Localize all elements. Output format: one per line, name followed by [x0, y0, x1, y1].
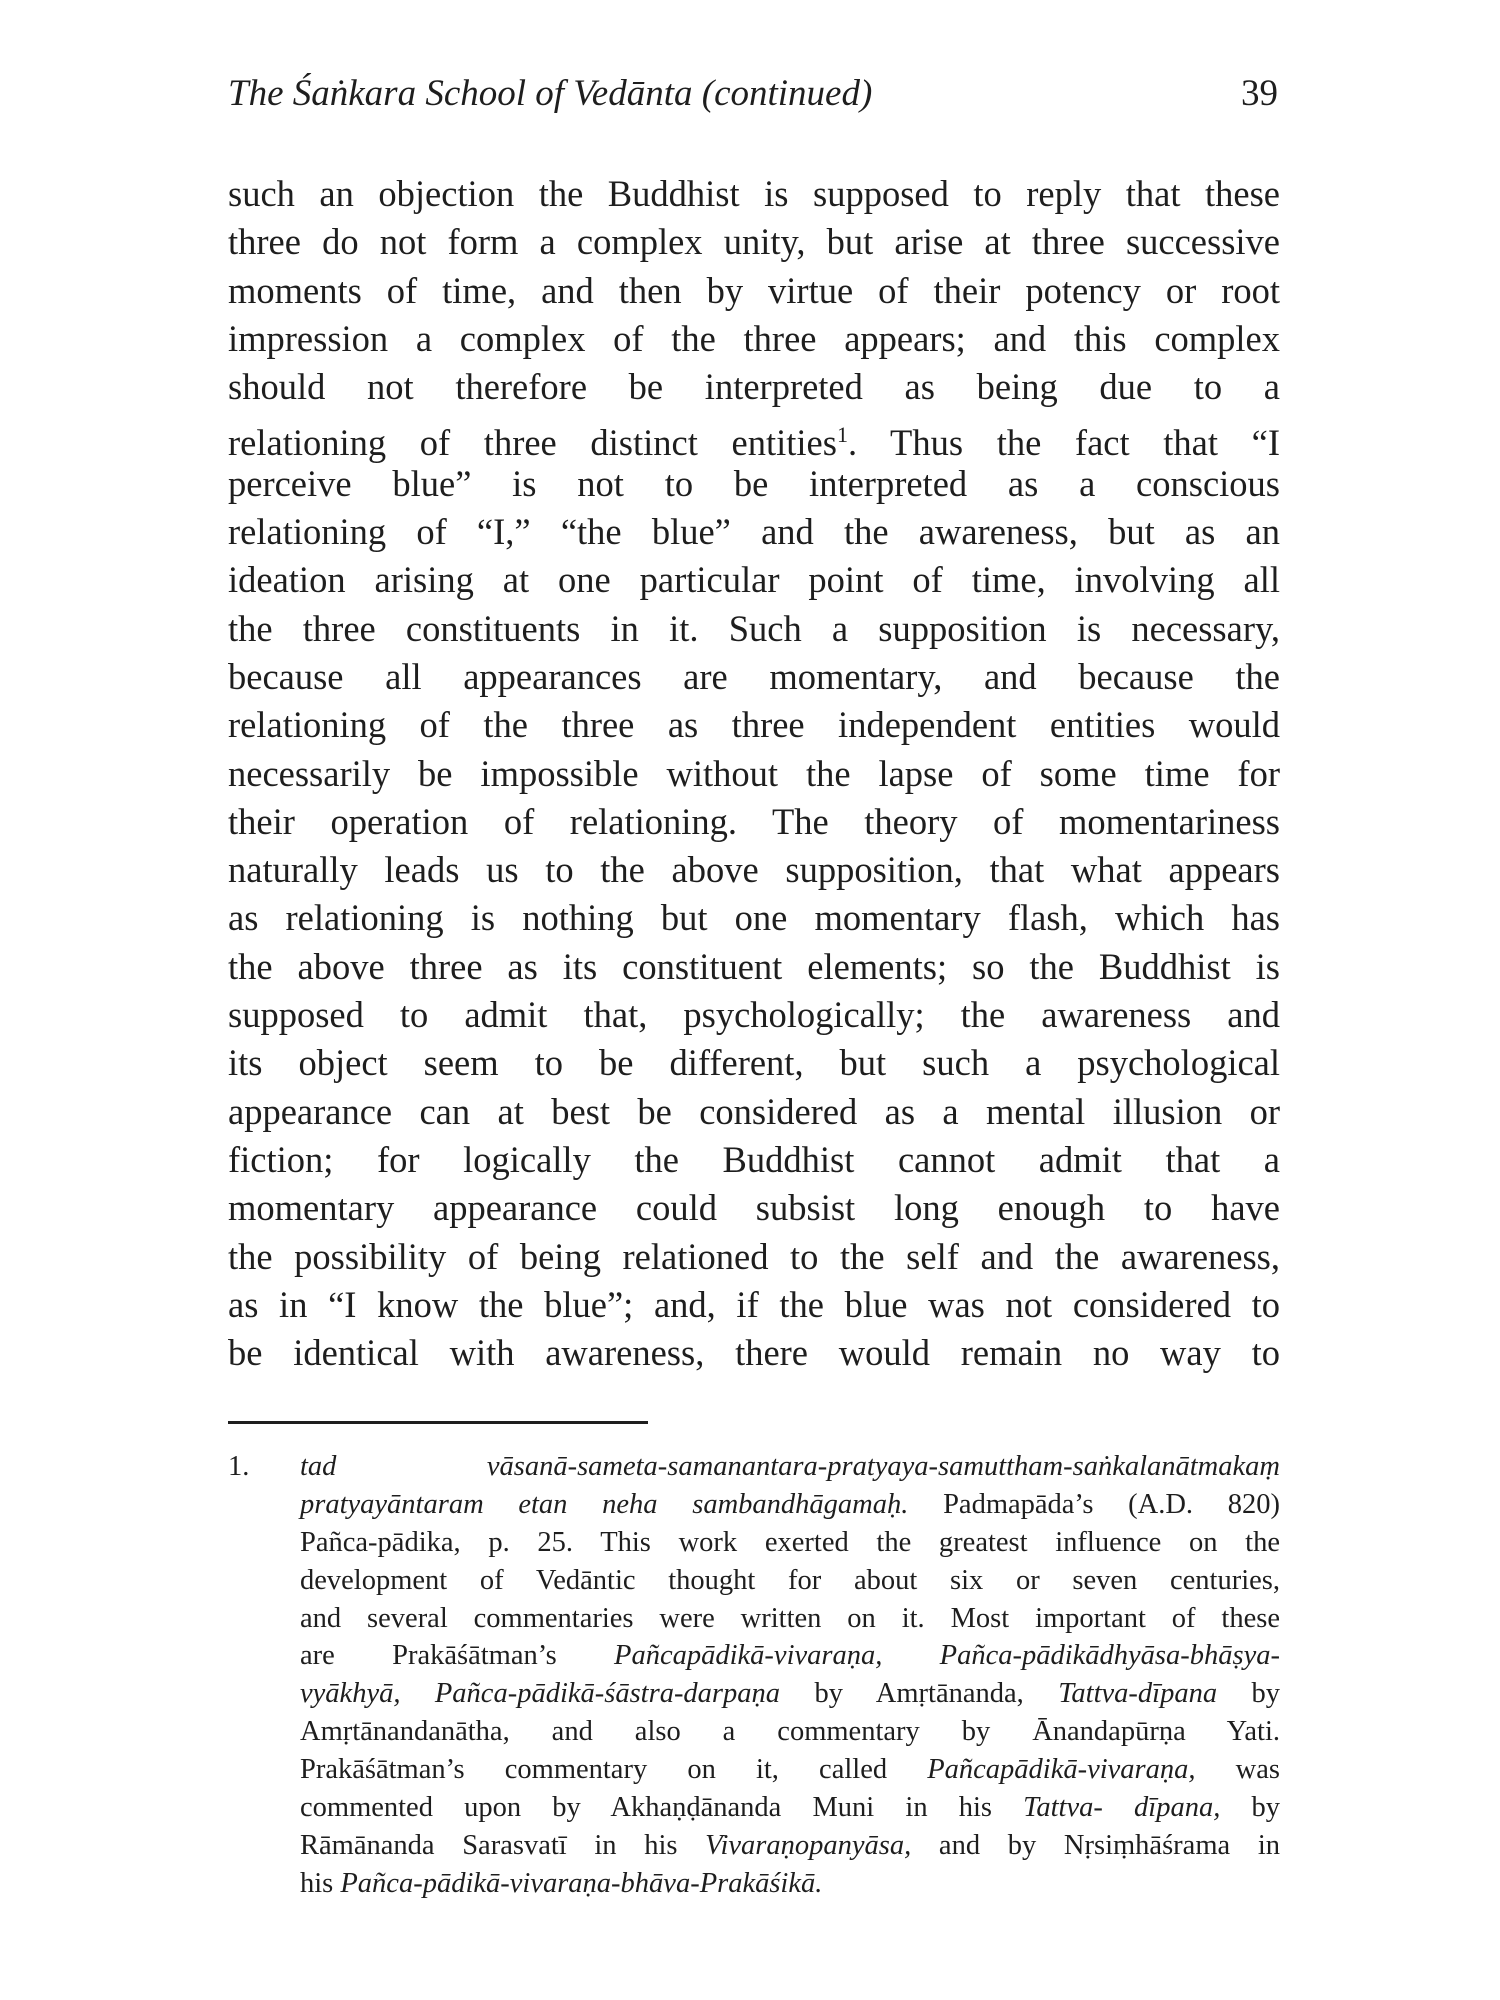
footnote-line: [300, 1865, 1280, 1903]
body-line: the three constituents in it. Such a supposition is necessary,: [228, 607, 1280, 649]
footnote-line: [300, 1789, 1280, 1827]
footnote-separator: [228, 1421, 648, 1424]
body-text: [228, 170, 1280, 1426]
footnote-text: Prakāśātman’s commentary on it, called: [300, 1754, 928, 1786]
footnote-body: [300, 1448, 1280, 1903]
body-line: appearance can at best be considered as a mental illusion or: [228, 1090, 1280, 1132]
body-line: as relationing is nothing but one momentary flash, which has: [228, 897, 1280, 939]
footnote-text: was: [1195, 1754, 1280, 1786]
body-line: necessarily be impossible without the lapse of some time for: [228, 752, 1280, 794]
body-line: fiction; for logically the Buddhist cannot admit that a: [228, 1138, 1280, 1180]
footnote-text-italic: vyākhyā, Pañca-pādikā-śāstra-darpaṇa: [300, 1678, 781, 1710]
running-title: The Śaṅkara School of Vedānta (continued): [228, 73, 873, 114]
body-line-part: relationing of three distinct entities: [228, 422, 837, 464]
body-line: the above three as its constituent elements; so the Buddhist is: [228, 945, 1280, 987]
running-head: [228, 70, 1278, 118]
footnote-text-italic: Pañcapādikā-vivaraṇa,: [927, 1754, 1196, 1786]
footnote-line: [300, 1448, 1280, 1486]
body-line: impression a complex of the three appears; and this complex: [228, 317, 1280, 359]
footnote-text-italic: Tattva- dīpana,: [1023, 1792, 1221, 1824]
body-line: supposed to admit that, psychologically; the awareness and: [228, 994, 1280, 1036]
footnote-line: [300, 1827, 1280, 1865]
body-line: because all appearances are momentary, and because the: [228, 655, 1280, 697]
footnote-line: [300, 1486, 1280, 1524]
body-line: momentary appearance could subsist long enough to have: [228, 1187, 1280, 1229]
body-line-part: . Thus the fact that “I: [847, 422, 1280, 464]
footnote-text-italic: tad vāsanā-sameta-samanantara-pratyaya-samuttham-saṅkalanātmakaṃ: [300, 1451, 1280, 1482]
body-line: relationing of the three as three independent entities would: [228, 704, 1280, 746]
footnote-line: Amṛtānandanātha, and also a commentary by Ānandapūrṇa Yati.: [300, 1716, 1280, 1748]
footnote-text-italic: Vivaraṇopanyāsa,: [705, 1829, 912, 1861]
footnote-text: by: [1217, 1678, 1281, 1710]
body-line: should not therefore be interpreted as being due to a: [228, 366, 1280, 408]
footnote-text-italic: pratyayāntaram etan neha sambandhāgamaḥ.: [300, 1488, 909, 1520]
body-line-with-note-ref: [228, 411, 1280, 464]
footnote-text: Padmapāda’s (A.D. 820): [908, 1488, 1280, 1520]
footnote-line: development of Vedāntic thought for about six or seven centuries,: [300, 1564, 1280, 1596]
footnote-text: commented upon by Akhaṇḍānanda Muni in his: [300, 1792, 1024, 1824]
body-line: three do not form a complex unity, but arise at three successive: [228, 221, 1280, 263]
body-line: relationing of “I,” “the blue” and the awareness, but as an: [228, 511, 1280, 553]
body-line: moments of time, and then by virtue of their potency or root: [228, 269, 1280, 311]
page-number: 39: [1241, 73, 1278, 114]
body-line: as in “I know the blue”; and, if the blue was not considered to: [228, 1283, 1280, 1325]
body-line: naturally leads us to the above supposition, that what appears: [228, 849, 1280, 891]
footnote-text: are Prakāśātman’s: [300, 1640, 615, 1672]
body-line: their operation of relationing. The theory of momentariness: [228, 800, 1280, 842]
footnote-reference: 1: [836, 422, 848, 448]
footnote-text: by Amṛtānanda,: [780, 1678, 1059, 1710]
body-line: its object seem to be different, but such a psychological: [228, 1042, 1280, 1084]
body-line: be identical with awareness, there would remain no way to: [228, 1332, 1280, 1374]
footnote-text-italic: Tattva-dīpana: [1058, 1678, 1218, 1710]
footnote-text: by: [1220, 1792, 1280, 1824]
footnote-text: his: [300, 1867, 341, 1899]
footnote-line: [300, 1637, 1280, 1675]
body-line: the possibility of being relationed to the self and the awareness,: [228, 1235, 1280, 1277]
footnote-line: Pañca-pādika, p. 25. This work exerted the greatest influence on the: [300, 1526, 1280, 1558]
body-line: such an objection the Buddhist is supposed to reply that these: [228, 173, 1280, 214]
footnote-line: [300, 1751, 1280, 1789]
footnote-text-italic: Pañca-pādikā-vivaraṇa-bhāva-Prakāśikā.: [340, 1867, 823, 1899]
body-line: perceive blue” is not to be interpreted as a conscious: [228, 462, 1280, 504]
footnote-text: Rāmānanda Sarasvatī in his: [300, 1829, 706, 1861]
footnote-line: and several commentaries were written on it. Most important of these: [300, 1602, 1280, 1634]
footnote-text: and by Nṛsiṃhāśrama in: [911, 1829, 1280, 1861]
body-line: [228, 1377, 1280, 1425]
footnote-line: [300, 1675, 1280, 1713]
footnote-number: 1.: [228, 1451, 250, 1482]
footnote-text-italic: Pañcapādikā-vivaraṇa, Pañca-pādikādhyāsa-bhāṣya-: [614, 1640, 1280, 1672]
body-line: ideation arising at one particular point of time, involving all: [228, 559, 1280, 601]
